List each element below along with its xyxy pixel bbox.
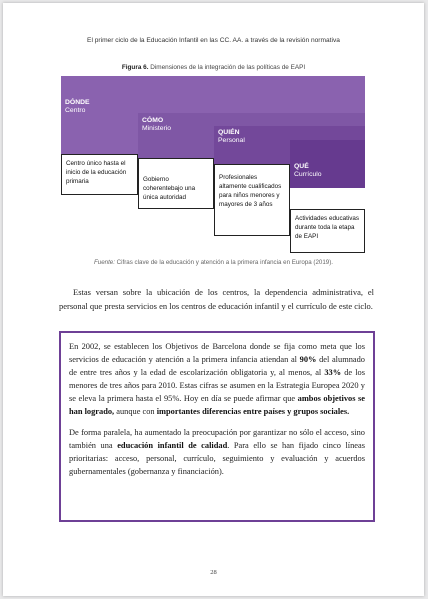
step-title: DÓNDE (65, 99, 90, 106)
running-header: El primer ciclo de la Educación Infantil en las CC. AA. a través de la revisión normativa (87, 37, 340, 44)
highlight-callout-box (59, 331, 375, 522)
source-label: Fuente: (93, 259, 115, 266)
callout-paragraph-1 (69, 340, 365, 418)
bold-run: importantes diferencias entre países y grupos sociales. (156, 407, 350, 416)
source-text: Cifras clave de la educación y atención a la primera infancia en Europa (2019). (114, 259, 334, 266)
step-label-como (142, 117, 171, 133)
bold-run: 33% (324, 368, 342, 377)
bold-run: ambos objetivos se han logrado, (69, 394, 365, 416)
figure-label: Figura 6. (121, 64, 149, 71)
page-number: 28 (210, 569, 217, 576)
bold-run: 90% (299, 355, 317, 364)
step-subtitle: Personal (218, 137, 245, 144)
step-box-como: Gobierno coherentebajo una única autoridad (138, 158, 214, 209)
bold-run: educación infantil de calidad (117, 441, 228, 450)
figure-caption-text: Dimensiones de la integración de las políticas de EAPI (148, 64, 306, 71)
document-page (3, 3, 424, 596)
figure-source (3, 259, 424, 266)
step-label-quien (218, 129, 245, 145)
text-run: En 2002, se establecen los Objetivos de Barcelona donde se fija como meta que los servicios de educación y atención a la primera infancia atiendan al (69, 342, 365, 364)
step-label-que (294, 163, 322, 179)
integration-staircase-diagram (3, 3, 424, 263)
step-subtitle: Currículo (294, 171, 322, 178)
text-run: aunque con (114, 407, 157, 416)
callout-paragraph-2 (69, 426, 365, 478)
step-box-quien: Profesionales altamente cualificados para niños menores y mayores de 3 años (214, 164, 290, 236)
step-subtitle: Ministerio (142, 125, 172, 132)
text-run: de los menores de tres años para 2010. Estas cifras se asumen en la Estrategia Europea 2020 y se eleva la primera hasta el 95%. Hoy en día se puede afirmar que (69, 368, 365, 403)
step-title: QUIÉN (218, 129, 240, 136)
body-paragraph: Estas versan sobre la ubicación de los centros, la dependencia administrativa, el personal que presta servicios en los centros de educación infantil y el currículo de este ciclo. (59, 287, 374, 311)
step-label-donde (65, 99, 90, 115)
step-subtitle: Centro (65, 107, 86, 114)
step-box-que: Actividades educativas durante toda la etapa de EAPI (290, 209, 365, 253)
step-box-donde: Centro único hasta el inicio de la educación primaria (61, 154, 138, 195)
text-run: . Para ello se han fijado cinco líneas prioritarias: acceso, personal, currículo, seguimiento y evaluación y acuerdos gubernamentales (gobernanza y financiación). (69, 441, 365, 476)
step-title: QUÉ (294, 163, 309, 170)
step-title: CÓMO (142, 117, 164, 124)
text-run: del alumnado de entre tres años y la edad de escolarización obligatoria y, al menos, al (69, 355, 365, 377)
text-run: De forma paralela, ha aumentado la preocupación por garantizar no sólo el acceso, sino también una (69, 428, 365, 450)
